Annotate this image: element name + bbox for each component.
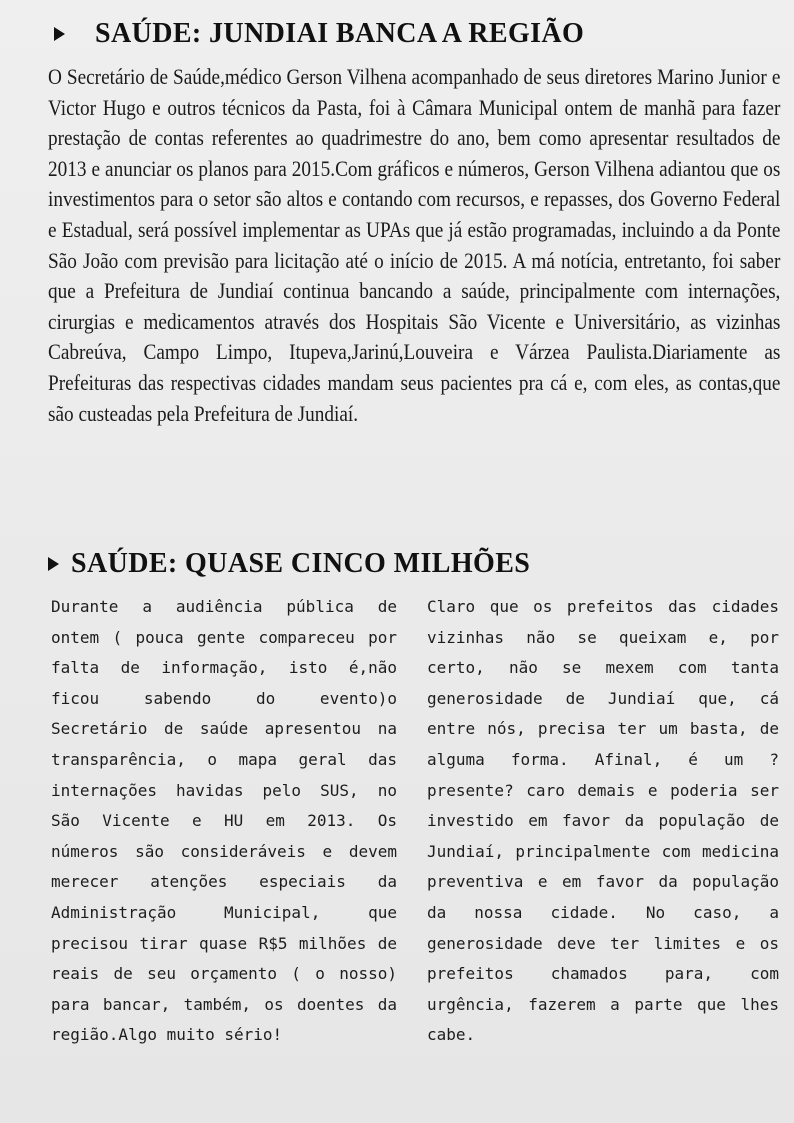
article-one-headline: SAÚDE: JUNDIAI BANCA A REGIÃO [95, 18, 585, 49]
article-one-headline-row [48, 14, 780, 54]
bullet-arrow-icon [48, 557, 59, 571]
article-two-headline: SAÚDE: QUASE CINCO MILHÕES [71, 548, 531, 579]
article-one [48, 14, 780, 429]
article-one-body: O Secretário de Saúde,médico Gerson Vilhena acompanhado de seus diretores Marino Junior e Victor Hugo e outros técnicos da Pasta, foi à Câmara Municipal ontem de manhã para fazer prestação de contas referentes ao quadrimestre do ano, bem como apresentar resultados de 2013 e anunciar os planos para 2015.Com gráficos e números, Gerson Vilhena adiantou que os investimentos para o setor são altos e contando com recursos, e repasses, dos Governo Federal e Estadual, será possível implementar as UPAs que já estão programadas, incluindo a da Ponte São João com previsão para licitação até o início de 2015. A má notícia, entretanto, foi saber que a Prefeitura de Jundiaí continua bancando a saúde, principalmente com internações, cirurgias e medicamentos através dos Hospitais São Vicente e Universitário, as vizinhas Cabreúva, Campo Limpo, Itupeva,Jarinú,Louveira e Várzea Paulista.Diariamente as Prefeituras das respectivas cidades mandam seus pacientes pra cá e, com eles, as contas,que são custeadas pela Prefeitura de Jundiaí. [48, 64, 781, 426]
article-two-column-right: Claro que os prefeitos das cidades vizinhas não se queixam e, por certo, não se mexem com tanta generosidade de Jundiaí que, cá entre nós, precisa ter um basta, de alguma forma. Afinal, é um ?presente? caro demais e poderia ser investido em favor da população de Jundiaí, principalmente com medicina preventiva e em favor da população da nossa cidade. No caso, a generosidade deve ter limites e os prefeitos chamados para, com urgência, fazerem a parte que lhes cabe. [427, 597, 779, 1045]
article-two [44, 544, 784, 584]
article-two-column-left: Durante a audiência pública de ontem ( pouca gente compareceu por falta de informação, isto é,não ficou sabendo do evento)o Secretário de saúde apresentou na transparência, o mapa geral das internações havidas pelo SUS, no São Vicente e HU em 2013. Os números são consideráveis e devem merecer atenções especiais da Administração Municipal, que precisou tirar quase R$5 milhões de reais de seu orçamento ( o nosso) para bancar, também, os doentes da região.Algo muito sério! [51, 597, 397, 1045]
article-two-columns [51, 592, 781, 1112]
article-two-headline-row [44, 544, 784, 584]
bullet-arrow-icon [54, 27, 65, 41]
